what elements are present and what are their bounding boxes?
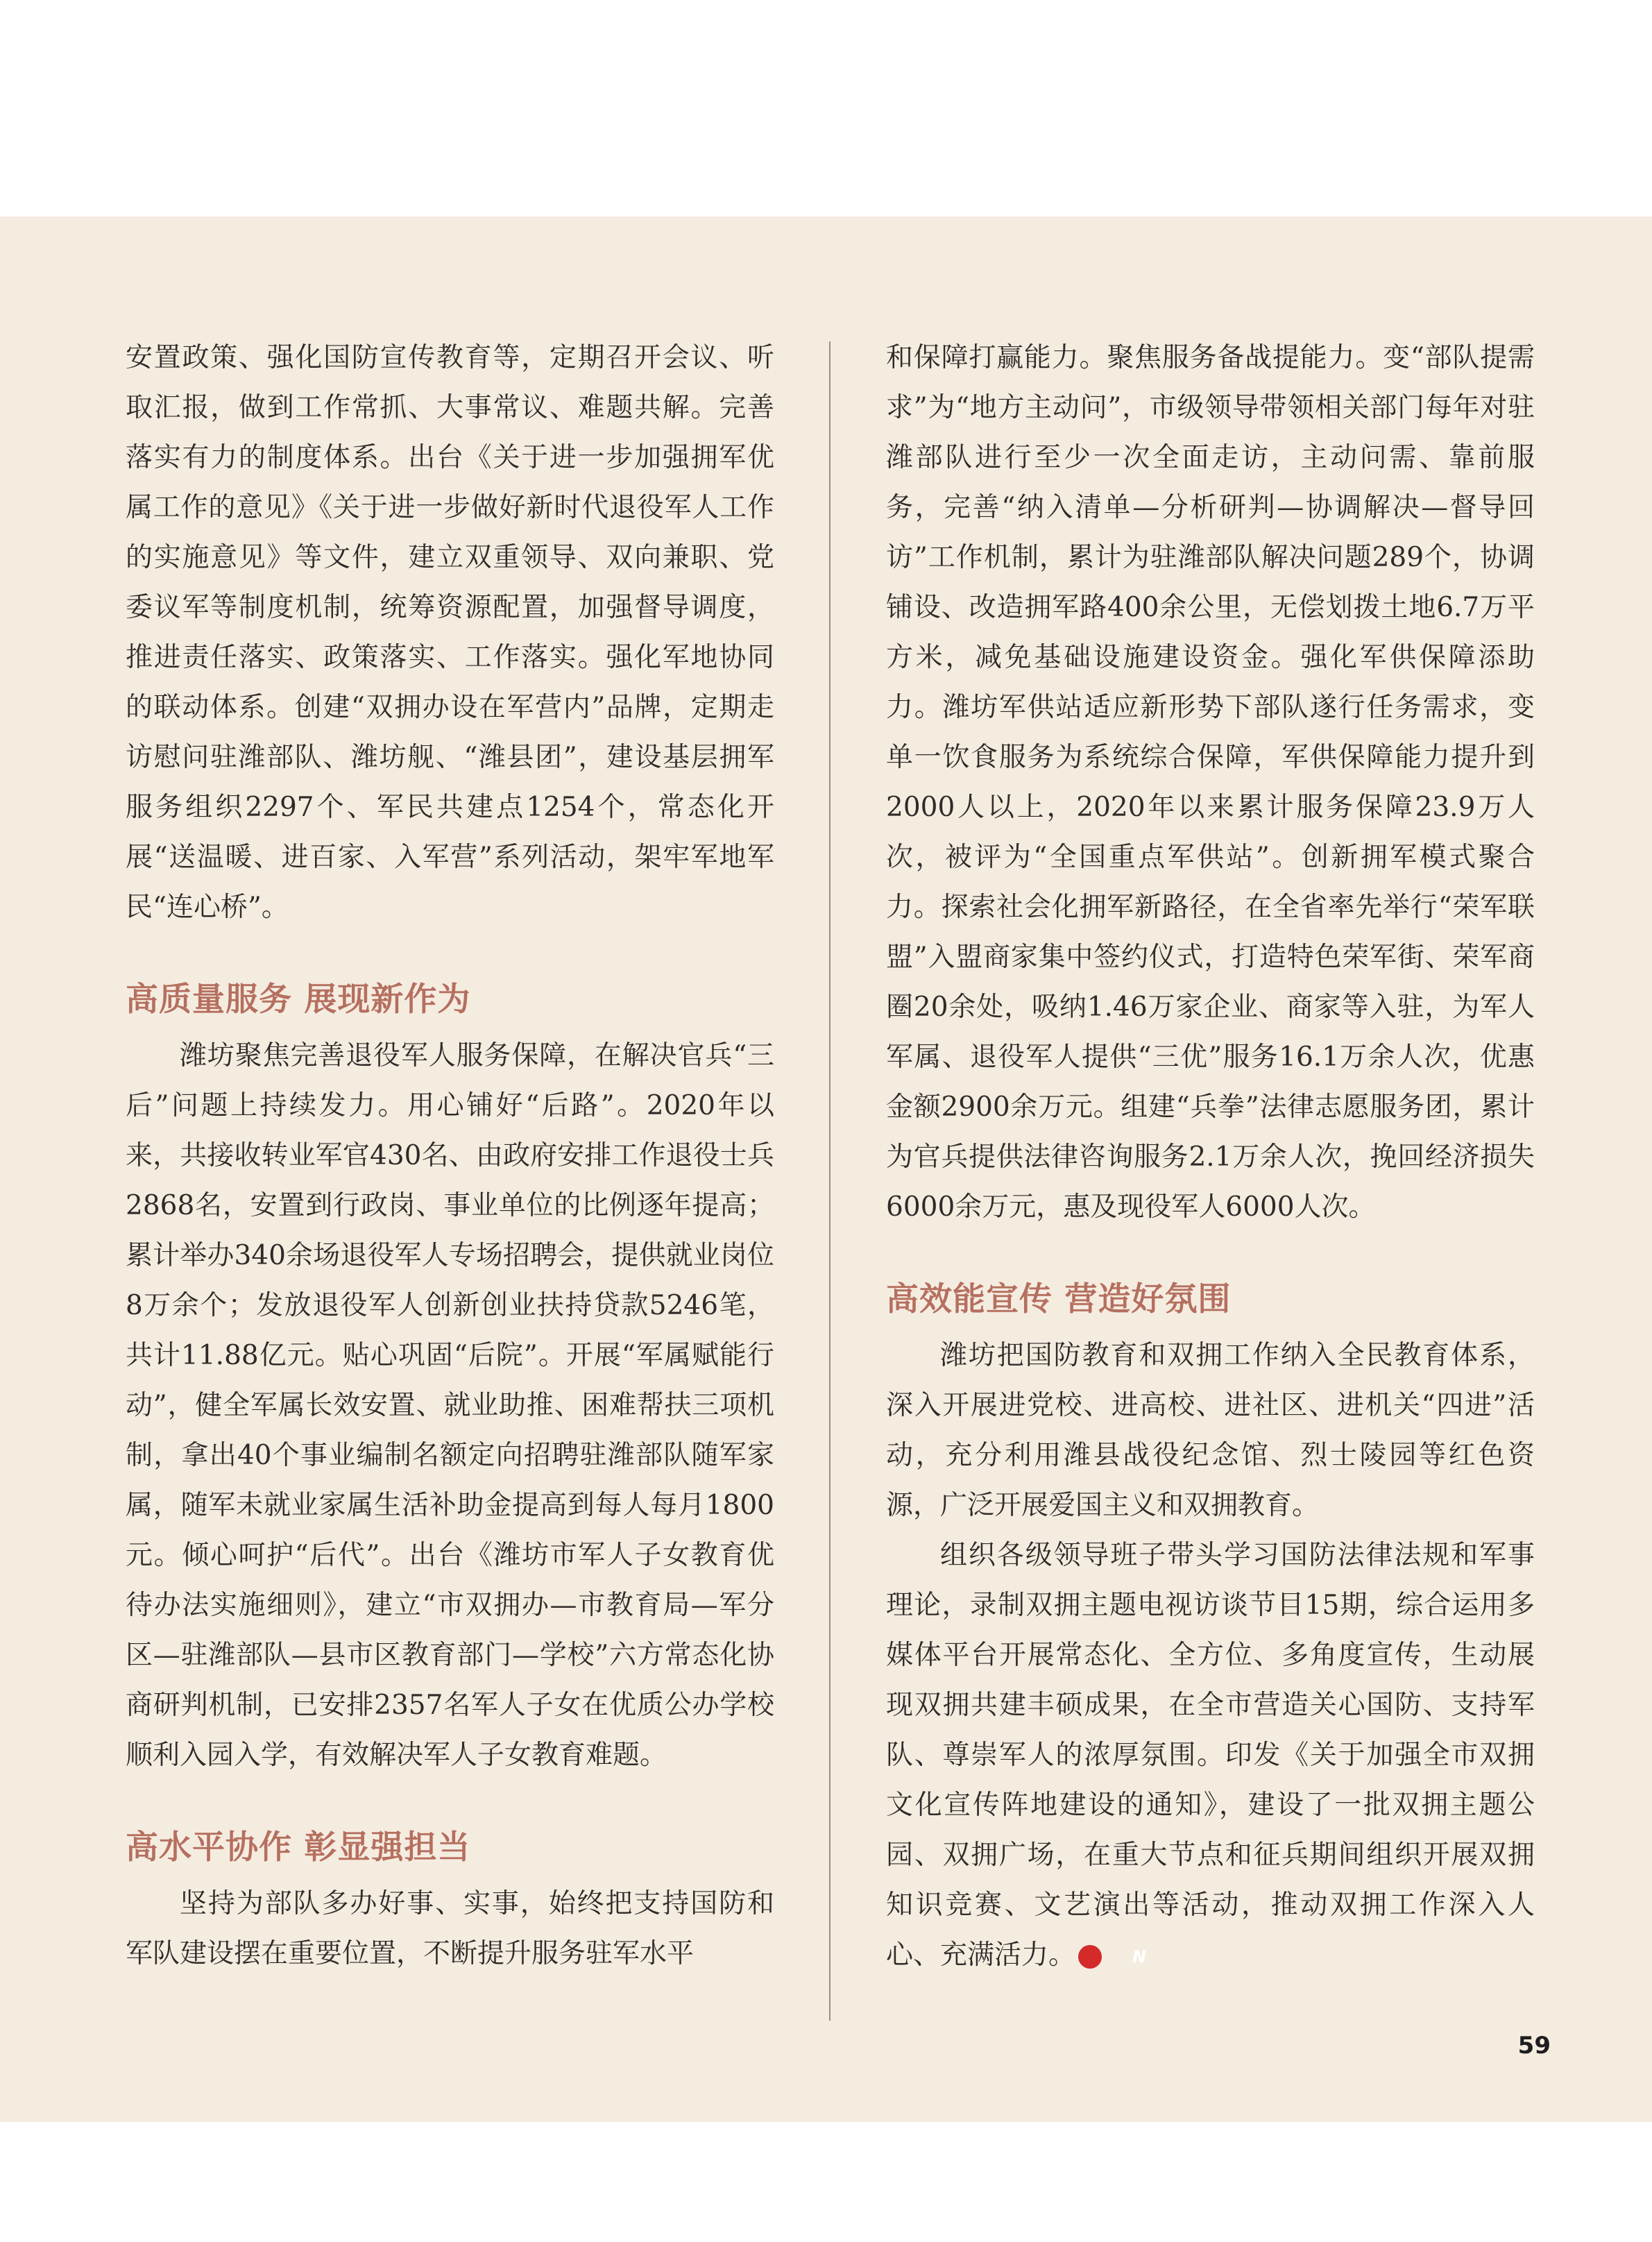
section-heading-publicity: 高效能宣传 营造好氛围: [886, 1280, 1232, 1318]
article-end-mark-icon: N: [1078, 1945, 1102, 1969]
paragraph: 安置政策、强化国防宣传教育等，定期召开会议、听取汇报，做到工作常抓、大事常议、难题共解。完善落实有力的制度体系。出台《关于进一步加强拥军优属工作的意见》《关于进一步做好新时代退役军人工作的实施意见》等文件，建立双重领导、双向兼职、党委议军等制度机制，统筹资源配置，加强督导调度，推进责任落实、政策落实、工作落实。强化军地协同的联动体系。创建“双拥办设在军营内”品牌，定期走访慰问驻潍部队、潍坊舰、“潍县团”，建设基层拥军服务组织2297个、军民共建点1254个，常态化开展“送温暖、进百家、入军营”系列活动，架牢军地军民“连心桥”。: [126, 342, 774, 923]
paragraph-text: 组织各级领导班子带头学习国防法律法规和军事理论，录制双拥主题电视访谈节目15期，综合运用多媒体平台开展常态化、全方位、多角度宣传，生动展现双拥共建丰硕成果，在全市营造关心国防、支持军队、尊崇军人的浓厚氛围。印发《关于加强全市双拥文化宣传阵地建设的通知》，建设了一批双拥主题公园、双拥广场，在重大节点和征兵期间组织开展双拥知识竞赛、文艺演出等活动，推动双拥工作深入人心、充满活力。: [886, 1540, 1535, 1971]
section-heading-collaboration: 高水平协作 彰显强担当: [126, 1828, 471, 1867]
paragraph-last: [886, 1531, 1535, 1980]
paragraph: 潍坊把国防教育和双拥工作纳入全民教育体系，深入开展进党校、进高校、进社区、进机关“四进”活动，充分利用潍县战役纪念馆、烈士陵园等红色资源，广泛开展爱国主义和双拥教育。: [886, 1340, 1535, 1521]
column-divider: [829, 341, 831, 2021]
paragraph: 坚持为部队多办好事、实事，始终把支持国防和军队建设摆在重要位置，不断提升服务驻军水平: [126, 1888, 774, 1969]
page-number: 59: [1517, 2032, 1551, 2060]
right-column: [886, 333, 1535, 1980]
paragraph: 潍坊聚焦完善退役军人服务保障，在解决官兵“三后”问题上持续发力。用心铺好“后路”。2020年以来，共接收转业军官430名、由政府安排工作退役士兵2868名，安置到行政岗、事业单位的比例逐年提高；累计举办340余场退役军人专场招聘会，提供就业岗位8万余个；发放退役军人创新创业扶持贷款5246笔，共计11.88亿元。贴心巩固“后院”。开展“军属赋能行动”，健全军属长效安置、就业助推、困难帮扶三项机制，拿出40个事业编制名额定向招聘驻潍部队随军家属，随军未就业家属生活补助金提高到每人每月1800元。倾心呵护“后代”。出台《潍坊市军人子女教育优待办法实施细则》，建立“市双拥办—市教育局—军分区—驻潍部队—县市区教育部门—学校”六方常态化协商研判机制，已安排2357名军人子女在优质公办学校顺利入园入学，有效解决军人子女教育难题。: [126, 1040, 774, 1771]
paragraph: 和保障打赢能力。聚焦服务备战提能力。变“部队提需求”为“地方主动问”，市级领导带领相关部门每年对驻潍部队进行至少一次全面走访，主动问需、靠前服务，完善“纳入清单—分析研判—协调解决—督导回访”工作机制，累计为驻潍部队解决问题289个，协调铺设、改造拥军路400余公里，无偿划拨土地6.7万平方米，减免基础设施建设资金。强化军供保障添助力。潍坊军供站适应新形势下部队遂行任务需求，变单一饮食服务为系统综合保障，军供保障能力提升到2000人以上，2020年以来累计服务保障23.9万人次，被评为“全国重点军供站”。创新拥军模式聚合力。探索社会化拥军新路径，在全省率先举行“荣军联盟”入盟商家集中签约仪式，打造特色荣军街、荣军商圈20余处，吸纳1.46万家企业、商家等入驻，为军人军属、退役军人提供“三优”服务16.1万余人次，优惠金额2900余万元。组建“兵拳”法律志愿服务团，累计为官兵提供法律咨询服务2.1万余人次，挽回经济损失6000余万元，惠及现役军人6000人次。: [886, 342, 1535, 1223]
section-heading-service: 高质量服务 展现新作为: [126, 980, 471, 1019]
left-column: [126, 333, 774, 1979]
